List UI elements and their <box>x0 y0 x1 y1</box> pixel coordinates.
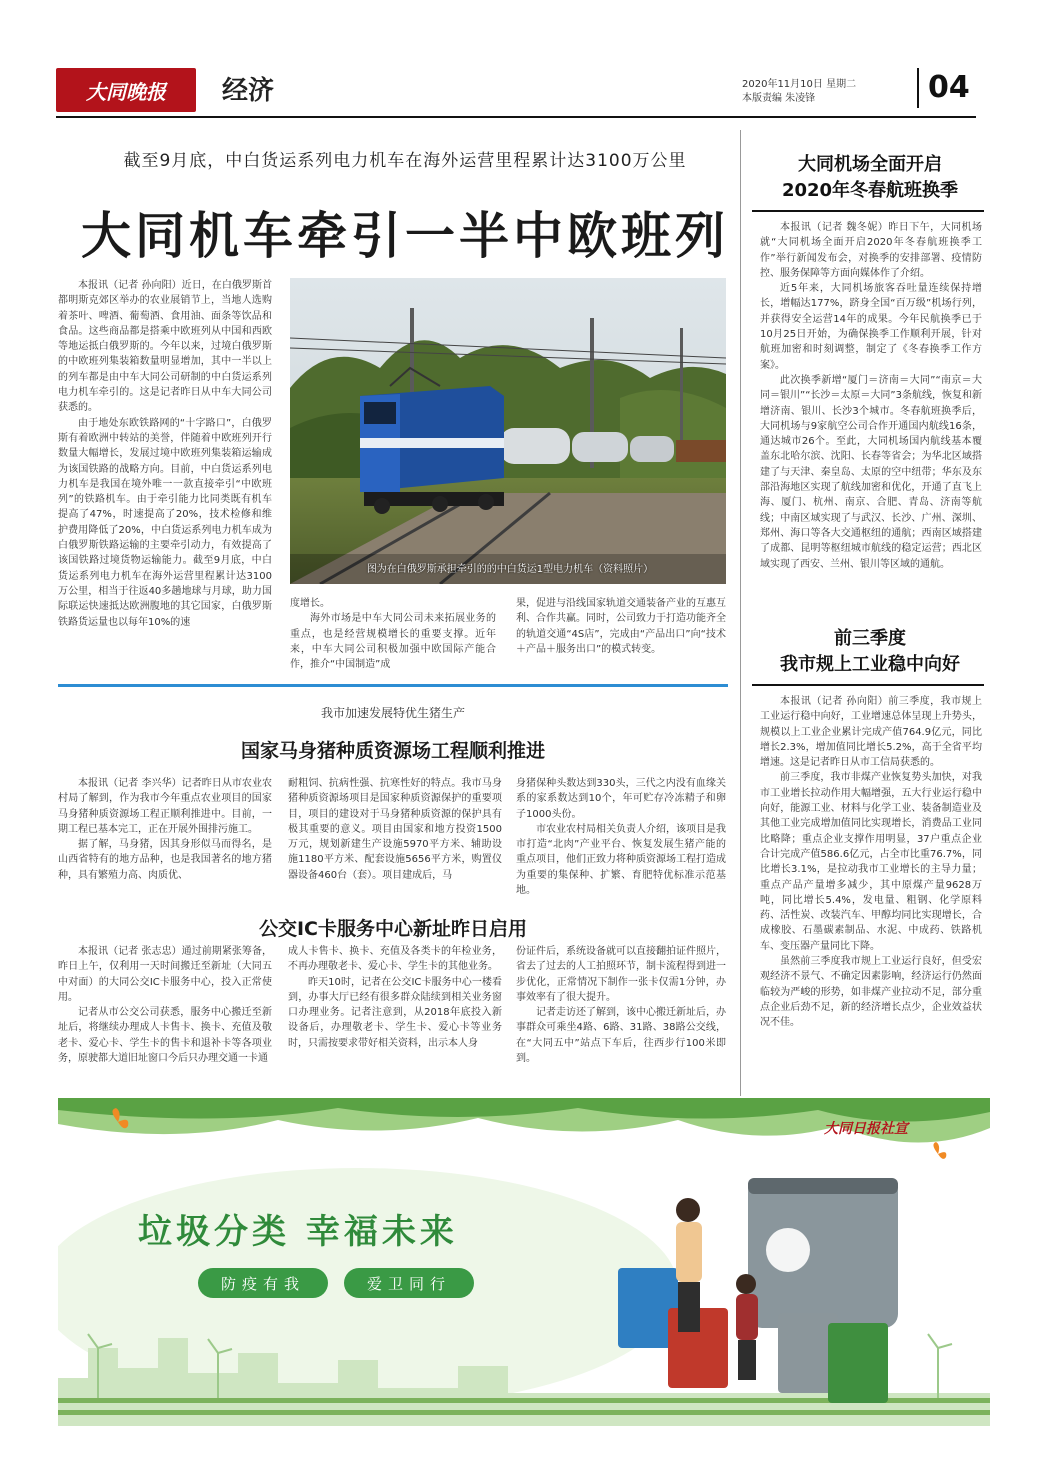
airport-rule <box>752 210 984 212</box>
ic-story-column-3 <box>516 944 726 1066</box>
lead-paragraph: 果，促进与沿线国家轨道交通装备产业的互惠互利、合作共赢。同时，公司致力于打造功能齐全的轨道交通“4S店”，完成由“产品出口”向“技术＋产品＋服务出口”的模式转变。 <box>516 598 726 655</box>
section-divider <box>58 684 728 687</box>
header-rule <box>56 116 976 118</box>
lead-column-2 <box>290 596 496 672</box>
ic-paragraph: 昨天10时，记者在公交IC卡服务中心一楼看到，办事大厅已经有很多群众陆续到相关业务窗口办理业务。记者注意到，从2018年底投入新设备后，办理敬老卡、学生卡、爱心卡等业务时，只需按要求带好相关资料，出示本人身 <box>288 976 502 1049</box>
ic-story-column-2 <box>288 944 502 1051</box>
pig-story-kicker: 我市加速发展特优生猪生产 <box>320 706 465 720</box>
ic-story-headline: 公交IC卡服务中心新址昨日启用 <box>258 918 527 940</box>
industry-headline <box>752 626 988 678</box>
page-number: 04 <box>928 70 970 105</box>
pig-story-column-2 <box>288 776 502 883</box>
industry-rule <box>752 684 984 686</box>
lead-column-3 <box>516 596 726 657</box>
photo-caption: 图为在白俄罗斯承担牵引的的中白货运1型电力机车（资料照片） <box>366 564 654 575</box>
ic-paragraph: 本报讯（记者 张志忠）通过前期紧张筹备，昨日上午，仅利用一天时间搬迁至新址（大同五中对面）的大同公交IC卡服务中心，投入正常使用。 <box>58 946 272 1003</box>
industry-story-body <box>760 694 982 1031</box>
ic-paragraph: 份证件后，系统设备就可以直接翻拍证件照片，省去了过去的人工拍照环节，制卡流程得到进一步优化，正常情况下制作一张卡仅需1分钟，办事效率有了很大提升。 <box>516 946 726 1003</box>
airport-story-body <box>760 220 982 572</box>
airport-paragraph: 本报讯（记者 魏冬妮）昨日下午，大同机场就“大同机场全面开启2020年冬春航班换季工作”举行新闻发布会，对换季的安排部署、疫情防控、服务保障等方面向媒体作了介绍。 <box>760 222 982 279</box>
ad-slogan: 垃圾分类 幸福未来 <box>138 1212 458 1252</box>
newspaper-logo: 大同晚报 <box>56 68 196 112</box>
airport-paragraph: 近5年来，大同机场旅客吞吐量连续保持增长，增幅达177%，跻身全国“百万级”机场行列，并获得安全运营14年的成果。今年民航换季已于10月25日开始，为确保换季工作顺利开展，针对航班加密和时刻调整，制定了《冬春换季工作方案》。 <box>760 283 982 371</box>
airport-headline-line-1: 大同机场全面开启 <box>798 154 942 175</box>
column-divider <box>740 130 741 1096</box>
airport-headline <box>752 152 988 204</box>
page-number-divider <box>917 68 919 108</box>
industry-paragraph: 前三季度，我市非煤产业恢复势头加快，对我市工业增长拉动作用大幅增强，五大行业运行稳中向好，能源工业、材料与化学工业、装备制造业及其他工业完成增加值同比实现增长，消费品工业同比略降；重点企业支撑作用明显，37户重点企业合计完成产值586.6亿元，占全市比重76.7%，同比增长3.1%，是拉动我市工业增长的主导力量；重点产品产量增多减少，其中原煤产量9628万吨，同比增长5.4%，发电量、粗钢、化学原料药、活性炭、改装汽车、甲醇均同比实现增长，合成橡胶、石墨碳素制品、水泥、中成药、铁路机车、变压器产量同比下降。 <box>760 772 982 952</box>
pig-paragraph: 身猪保种头数达到330头，三代之内没有血缘关系的家系数达到10个，年可贮存冷冻精子和卵子1000头份。 <box>516 778 726 820</box>
ic-story-column-1 <box>58 944 272 1066</box>
pig-story-column-1 <box>58 776 272 883</box>
ad-slogan-pill-2: 爱卫同行 <box>344 1268 474 1298</box>
ic-paragraph: 记者走访还了解到，该中心搬迁新址后，办事群众可乘坐4路、6路、31路、38路公交线，在“大同五中”站点下车后，往西步行100米即到。 <box>516 1007 726 1065</box>
ad-sponsor: 大同日报社宣 <box>824 1121 908 1137</box>
ic-paragraph: 记者从市公交公司获悉，服务中心搬迁至新址后，将继续办理成人卡售卡、换卡、充值及敬老卡、爱心卡、学生卡的售卡和退补卡等各项业务，原驶都大道旧址窗口今后只办理交通一卡通 <box>58 1007 272 1065</box>
locomotive-photo <box>290 278 726 584</box>
locomotive-illustration <box>290 278 726 584</box>
pig-paragraph: 市农业农村局相关负责人介绍，该项目是我市打造“北肉”产业平台、恢复发展生猪产能的重点项目，他们正致力将种质资源场工程打造成为重要的集保种、扩繁、育肥特优标准示范基地。 <box>516 823 726 897</box>
lead-paragraph: 海外市场是中车大同公司未来拓展业务的重点，也是经营规模增长的重要支撑。近年来，中车大同公司积极加强中欧国际产能合作，推介“中国制造”成 <box>290 613 496 671</box>
lead-paragraph: 度增长。 <box>290 598 330 609</box>
lead-headline: 大同机车牵引一半中欧班列 <box>81 207 729 265</box>
industry-headline-line-1: 前三季度 <box>834 628 906 649</box>
airport-headline-line-2: 2020年冬春航班换季 <box>781 180 959 201</box>
section-title: 经济 <box>222 76 275 106</box>
industry-paragraph: 虽然前三季度我市规上工业运行良好，但受宏观经济不景气、不确定因素影响，经济运行仍然面临较为严峻的形势，如非煤产业拉动不足，部分重点企业后劲不足，新的经济增长点少，企业效益状况不佳。 <box>760 956 982 1029</box>
ad-background <box>58 1098 990 1426</box>
lead-paragraph: 由于地处东欧铁路网的“十字路口”，白俄罗斯有着欧洲中转站的美誉，伴随着中欧班列开行数量大幅增长，发展过境中欧班列集装箱运输成为该国铁路的战略方向。目前，中白货运系列电力机车是我国在境外唯一一款直接牵引“中欧班列”的铁路机车。由于牵引能力比同类既有机车提高了47%，时速提高了20%，技术检修和维护费用降低了20%，中白货运系列电力机车成为白俄罗斯铁路运输的主要牵引动力，有效提高了该国铁路过境货物运输能力。截至9月底，中白货运系列电力机车在海外运营里程累计达3100万公里，相当于往返40多趟地球与月球，助力国际联运快速抵达欧洲腹地的其它国家，白俄罗斯铁路货运量也以每年10%的速 <box>58 417 272 628</box>
pig-paragraph: 耐粗饲、抗病性强、抗寒性好的特点。我市马身猪种质资源场项目是国家种质资源保护的重要项目，项目的建设对于马身猪种质资源的保护具有极其重要的意义。项目由国家和地方投资1500万元，规划新建生产设施5970平方米、辅助设施1180平方米、配套设施5656平方米，购置仪器设备460台（套）。项目建成后，马 <box>288 778 502 881</box>
industry-paragraph: 本报讯（记者 孙向阳）前三季度，我市规上工业运行稳中向好，工业增速总体呈现上升势头，规模以上工业企业累计完成产值764.9亿元，同比增长2.3%，增加值同比增长5.2%，高于全省平均增速。这是记者昨日从市工信局获悉的。 <box>760 696 982 769</box>
ad-slogan-pill-1: 防疫有我 <box>198 1268 328 1298</box>
industry-headline-line-2: 我市规上工业稳中向好 <box>780 654 960 675</box>
pig-story-column-3 <box>516 776 726 898</box>
lead-subhead: 截至9月底，中白货运系列电力机车在海外运营里程累计达3100万公里 <box>123 151 687 171</box>
garbage-sorting-ad <box>58 1098 990 1426</box>
ic-paragraph: 成人卡售卡、换卡、充值及各类卡的年检业务，不再办理敬老卡、爱心卡、学生卡的其他业务。 <box>288 946 502 973</box>
issue-date: 2020年11月10日 星期二 <box>742 79 857 90</box>
airport-paragraph: 此次换季新增“厦门＝济南＝大同”“南京＝大同＝银川”“长沙＝太原＝大同”3条航线，恢复和新增济南、银川、长沙3个城市。冬春航班换季后，大同机场与9家航空公司合作开通国内航线16条，通达城市26个。至此，大同机场国内航线基本覆盖东北哈尔滨、沈阳、长春等省会；为华北区域搭建了与天津、秦皇岛、太原的空中纽带；华东及东部沿海地区实现了航线加密和优化，开通了直飞上海、厦门、杭州、南京、合肥、青岛、济南等航线；中南区域实现了与武汉、长沙、广州、深圳、郑州、海口等各大交通枢纽的通航；西南区域搭建了成都、昆明等枢纽城市航线的稳定运营；西北区域实现了西安、兰州、银川等区域的通航。 <box>760 374 982 570</box>
lead-column-1 <box>58 278 272 630</box>
page-editor: 本版责编 朱凌锋 <box>742 93 816 104</box>
lead-paragraph: 本报讯（记者 孙向阳）近日，在白俄罗斯首都明斯克郊区举办的农业展销节上，当地人选购着茶叶、啤酒、葡萄酒、食用油、面条等饮品和食品。这些商品都是搭乘中欧班列从中国和西欧等地运抵白俄罗斯的。今年以来，过境白俄罗斯的中欧班列集装箱数量明显增加，其中一半以上的列车都是由中车大同公司研制的中白货运系列电力机车牵引的。这是记者昨日从中车大同公司获悉的。 <box>58 280 272 414</box>
pig-paragraph: 据了解，马身猪，因其身形似马而得名，是山西省特有的地方品种，也是我国著名的地方猪种，具有繁殖力高、肉质优、 <box>58 839 272 881</box>
pig-paragraph: 本报讯（记者 李兴华）记者昨日从市农业农村局了解到，作为我市今年重点农业项目的国家马身猪种质资源场工程正顺利推进中。目前，一期工程已基本完工，正在开展外围排污施工。 <box>58 778 272 835</box>
pig-story-headline: 国家马身猪种质资源场工程顺利推进 <box>240 740 545 762</box>
issue-info <box>742 78 856 106</box>
